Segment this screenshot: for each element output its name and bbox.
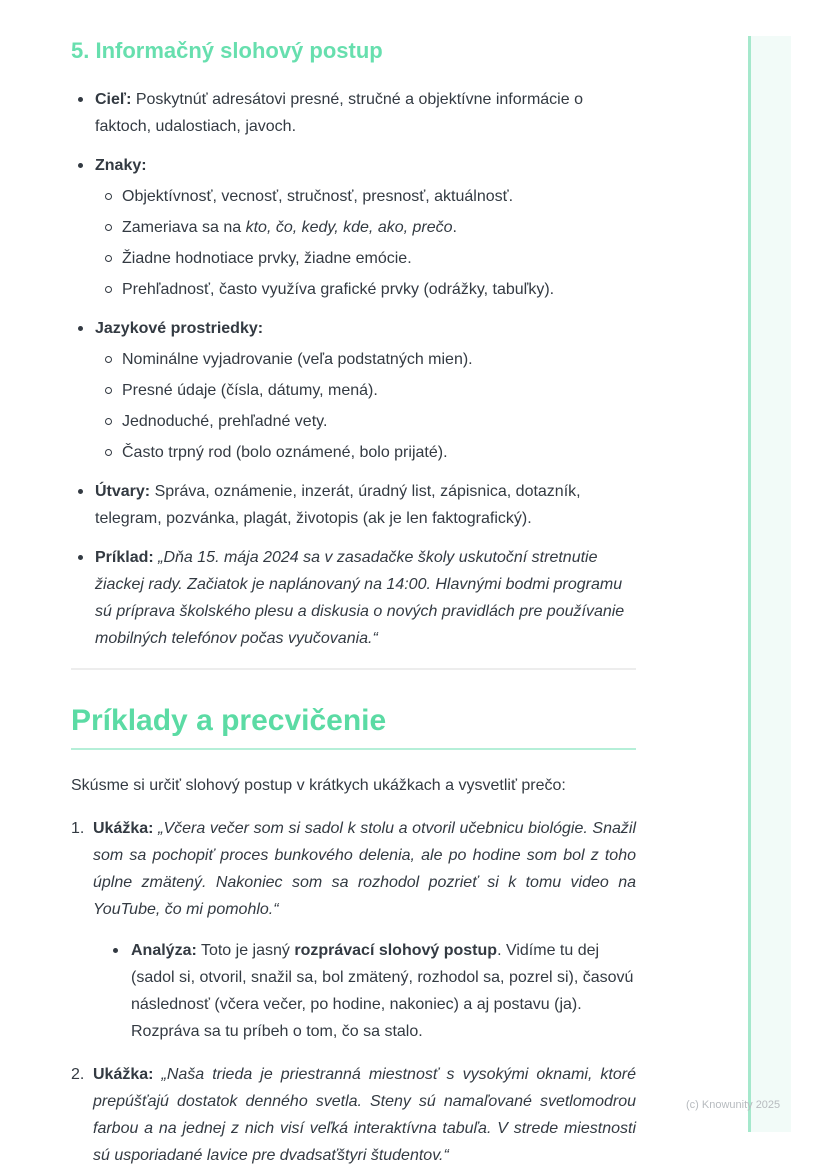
analysis-text-bold: rozprávací slohový postup (294, 942, 498, 959)
term-label: Útvary: (95, 483, 151, 500)
item-number: 1. (71, 820, 85, 837)
example-paragraph (93, 815, 636, 923)
item-number: 2. (71, 1066, 85, 1083)
examples-heading: Príklady a precvičenie (71, 704, 636, 750)
example-paragraph (93, 1061, 636, 1169)
bullet-icon (78, 489, 83, 494)
analysis-text-rest: . Vidíme tu dej (sadol si, otvoril, snažil sa, bol zmätený, rozhodol sa, pozrel si), časovú následnosť (včera večer, po hodine, nakoniec) a aj postavu (ja). Rozpráva sa tu príbeh o tom, čo sa stalo. (131, 942, 634, 1040)
intro-paragraph: Skúsme si určiť slohový postup v krátkych ukážkach a vysvetliť prečo: (71, 777, 566, 794)
sub-item-text: Prehľadnosť, často využíva grafické prvky (odrážky, tabuľky). (122, 281, 555, 298)
document-content (71, 38, 636, 1169)
sub-item-text: Často trpný rod (bolo oznámené, bolo prijaté). (122, 444, 448, 461)
list-item (95, 439, 636, 466)
sub-item-text-suffix: . (452, 219, 457, 236)
list-item (95, 377, 636, 404)
list-item (95, 214, 636, 241)
list-item (95, 183, 636, 210)
circle-bullet-icon (105, 449, 112, 456)
term-label: Ukážka: (93, 820, 154, 837)
analysis-text-prefix: Toto je jasný (200, 942, 295, 959)
jazykove-sub-list (95, 346, 636, 466)
example-quote: „Dňa 15. mája 2024 sa v zasadačke školy uskutoční stretnutie žiackej rady. Začiatok je naplánovaný na 14:00. Hlavnými bodmi programu sú príprava školského plesu a diskusia o nových pravidlách pre používanie mobilných telefónov počas vyučovania.“ (95, 549, 625, 647)
example-item-1 (71, 815, 636, 1045)
circle-bullet-icon (105, 418, 112, 425)
sub-item-text-prefix: Zameriava sa na (122, 219, 246, 236)
circle-bullet-icon (105, 356, 112, 363)
bullet-icon (78, 163, 83, 168)
copyright-watermark: (c) Knowunity 2025 (686, 1099, 781, 1111)
list-item-ciel (71, 86, 636, 140)
bullet-icon (78, 97, 83, 102)
circle-bullet-icon (105, 255, 112, 262)
analysis-item (93, 937, 636, 1045)
accent-rail-band (751, 36, 791, 1132)
term-label: Znaky: (95, 157, 147, 174)
example-item-2 (71, 1061, 636, 1169)
circle-bullet-icon (105, 387, 112, 394)
list-item (95, 408, 636, 435)
bullet-icon (113, 948, 118, 953)
list-item (95, 276, 636, 303)
circle-bullet-icon (105, 286, 112, 293)
analysis-list (93, 937, 636, 1045)
list-item (95, 245, 636, 272)
term-text: Správa, oznámenie, inzerát, úradný list, zápisnica, dotazník, telegram, pozvánka, plagát, životopis (ak je len faktografický). (95, 483, 581, 527)
term-label: Cieľ: (95, 91, 132, 108)
znaky-sub-list (95, 183, 636, 303)
circle-bullet-icon (105, 193, 112, 200)
term-label: Ukážka: (93, 1066, 154, 1083)
example-quote: „Naša trieda je priestranná miestnosť s vysokými oknami, ktoré prepúšťajú dostatok denného svetla. Steny sú namaľované svetlomodrou farbou a na jednej z nich visí veľká interaktívna tabuľa. V strede miestnosti sú usporiadané lavice pre dvadsaťštyri študentov.“ (93, 1066, 636, 1164)
section-divider (71, 668, 636, 670)
term-label: Jazykové prostriedky: (95, 320, 264, 337)
sub-item-text: Nominálne vyjadrovanie (veľa podstatných mien). (122, 351, 473, 368)
term-label: Analýza: (131, 942, 197, 959)
example-quote: „Včera večer som si sadol k stolu a otvoril učebnicu biológie. Snažil som sa pochopiť proces bunkového delenia, ale po hodine som bol z toho úplne zmätený. Nakoniec som sa rozhodol pozrieť si k tomu video na YouTube, čo mi pomohlo.“ (93, 820, 636, 918)
examples-list (71, 815, 636, 1169)
accent-rail-line (748, 36, 751, 1132)
sub-item-text: Jednoduché, prehľadné vety. (122, 413, 328, 430)
list-item-znaky (71, 152, 636, 303)
list-item-jazykove (71, 315, 636, 466)
section-5-heading: 5. Informačný slohový postup (71, 38, 383, 63)
term-text: Poskytnúť adresátovi presné, stručné a objektívne informácie o faktoch, udalostiach, javoch. (95, 91, 583, 135)
circle-bullet-icon (105, 224, 112, 231)
term-label: Príklad: (95, 549, 154, 566)
list-item-utvary (71, 478, 636, 532)
sub-item-text: Presné údaje (čísla, dátumy, mená). (122, 382, 378, 399)
bullet-icon (78, 326, 83, 331)
sub-item-text: Objektívnosť, vecnosť, stručnosť, presnosť, aktuálnosť. (122, 188, 514, 205)
list-item-priklad (71, 544, 636, 652)
sub-item-text-italic: kto, čo, kedy, kde, ako, prečo (245, 219, 453, 236)
list-item (95, 346, 636, 373)
sub-item-text: Žiadne hodnotiace prvky, žiadne emócie. (122, 250, 412, 267)
section-5-list (71, 86, 636, 652)
bullet-icon (78, 555, 83, 560)
